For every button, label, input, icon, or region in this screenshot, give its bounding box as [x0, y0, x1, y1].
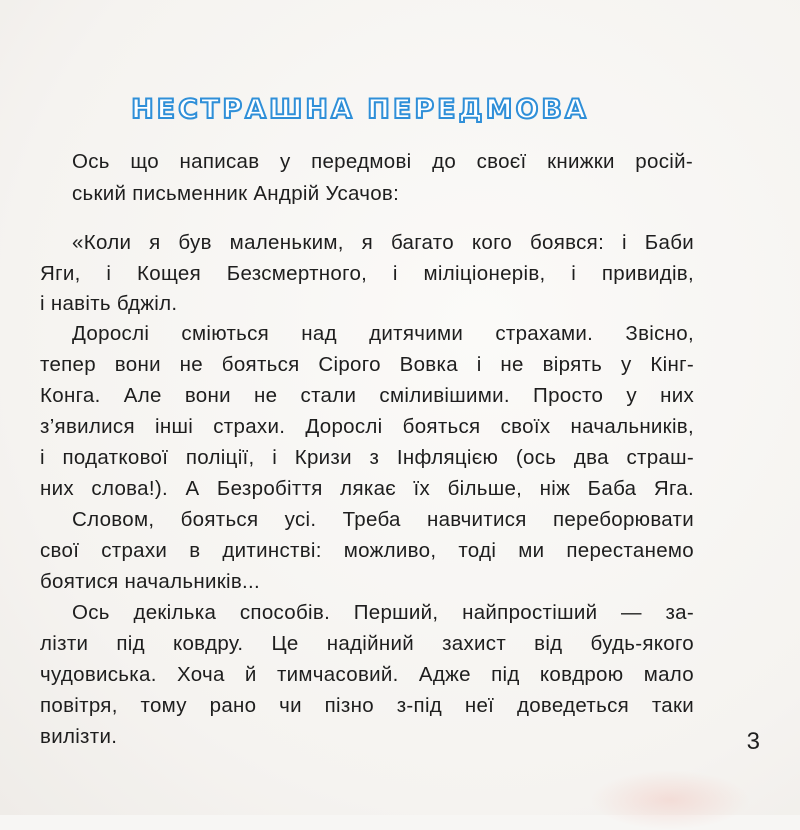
text-line: ський письменник Андрій Усачов:: [72, 182, 400, 205]
text-line: тепер вони не бояться Сірого Вовка і не вірять у Кінг-: [40, 353, 694, 376]
text-line: вилізти.: [40, 725, 118, 748]
page-title: НЕСТРАШНА ПЕРЕДМОВА: [131, 94, 589, 125]
text-line: Ось що написав у передмові до своєї книжки росій-: [72, 150, 693, 173]
text-line: і навіть бджіл.: [40, 292, 178, 315]
text-line: Ось декілька способів. Перший, найпростіший — за-: [72, 601, 694, 624]
paper-stain: [590, 770, 750, 830]
page-number: 3: [746, 728, 760, 755]
text-line: і податкової поліції, і Кризи з Інфляцією (ось два страш-: [40, 446, 694, 469]
text-line: чудовиська. Хоча й тимчасовий. Адже під ковдрою мало: [40, 663, 694, 686]
text-line: повітря, тому рано чи пізно з-під неї доведеться таки: [40, 694, 694, 717]
text-line: з’явилися інші страхи. Дорослі бояться своїх начальників,: [40, 415, 694, 438]
text-line: лізти під ковдру. Це надійний захист від будь-якого: [40, 632, 694, 655]
text-line: боятися начальників...: [40, 570, 260, 593]
text-line: «Коли я був маленьким, я багато кого боявся: і Баби: [72, 231, 694, 254]
text-line: них слова!). А Безробіття лякає їх більше, ніж Баба Яга.: [40, 477, 694, 500]
text-line: Словом, бояться усі. Треба навчитися переборювати: [72, 508, 694, 531]
text-line: свої страхи в дитинстві: можливо, тоді ми перестанемо: [40, 539, 694, 562]
text-line: Конга. Але вони не стали сміливішими. Просто у них: [40, 384, 694, 407]
text-line: Дорослі сміються над дитячими страхами. Звісно,: [72, 322, 694, 345]
text-line: Яги, і Кощея Безсмертного, і міліціонерів, і привидів,: [40, 262, 694, 285]
